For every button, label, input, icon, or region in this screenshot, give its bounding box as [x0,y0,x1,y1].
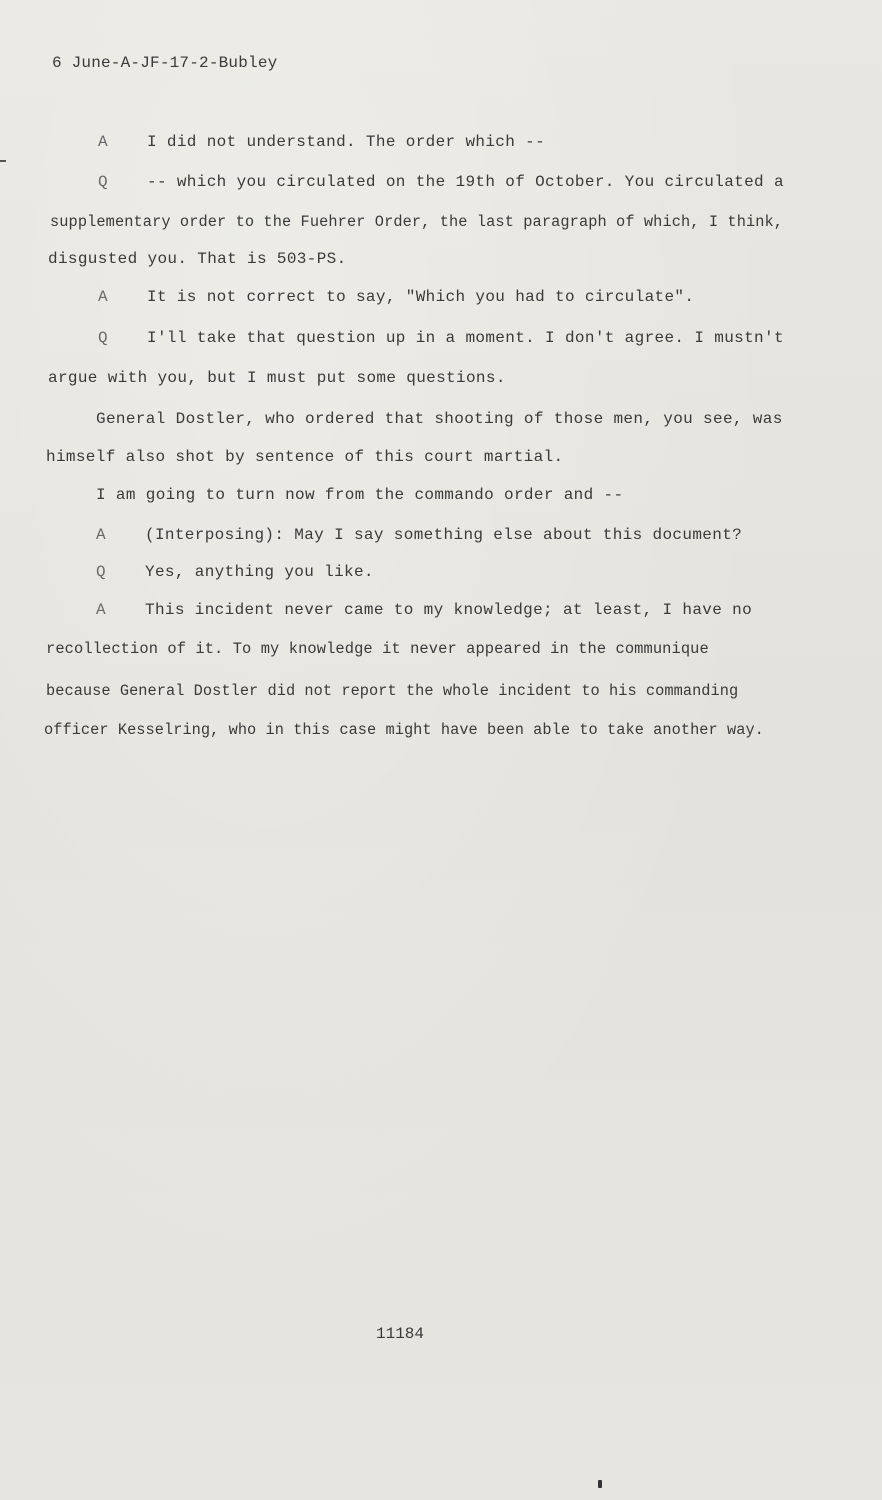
text-line: It is not correct to say, "Which you had to circulate". [147,288,695,306]
text-line: argue with you, but I must put some questions. [48,369,506,387]
bottom-mark [598,1480,602,1488]
text-line: Yes, anything you like. [145,563,374,581]
text-line: This incident never came to my knowledge; at least, I have no [145,601,753,619]
text-line: General Dostler, who ordered that shooting of those men, you see, was [96,410,783,428]
text-line: supplementary order to the Fuehrer Order, the last paragraph of which, I think, [50,213,784,231]
text-line: disgusted you. That is 503-PS. [48,250,347,268]
page-number: 11184 [376,1325,425,1343]
text-line: officer Kesselring, who in this case might have been able to take another way. [44,721,764,739]
speaker-label: A [96,601,106,619]
text-line: himself also shot by sentence of this court martial. [46,448,564,466]
page-header: 6 June-A-JF-17-2-Bubley [52,54,278,72]
text-line: -- which you circulated on the 19th of October. You circulated a [147,173,784,191]
text-line: I did not understand. The order which -- [147,133,546,151]
text-line: because General Dostler did not report the whole incident to his commanding [46,682,739,700]
text-line: (Interposing): May I say something else about this document? [145,526,743,544]
speaker-label: A [98,133,108,151]
speaker-label: Q [98,173,108,191]
text-line: I'll take that question up in a moment. I don't agree. I mustn't [147,329,784,347]
margin-mark [0,160,6,162]
text-line: recollection of it. To my knowledge it never appeared in the communique [46,640,709,658]
speaker-label: A [96,526,106,544]
speaker-label: A [98,288,108,306]
text-line: I am going to turn now from the commando order and -- [96,486,624,504]
speaker-label: Q [96,563,106,581]
speaker-label: Q [98,329,108,347]
